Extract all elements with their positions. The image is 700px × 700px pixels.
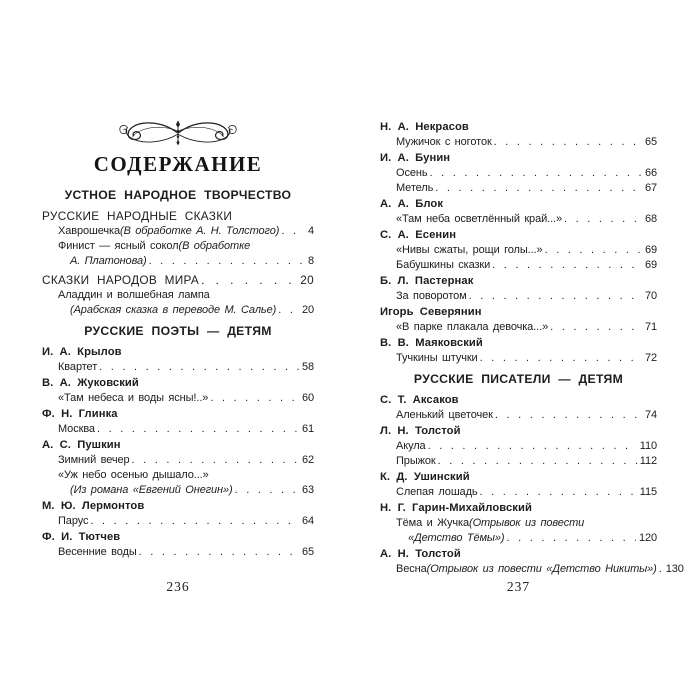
toc-author-name	[42, 499, 314, 514]
entry-text: К. Д. Ушинский	[380, 471, 470, 483]
entry-text: М. Ю. Лермонтов	[42, 500, 145, 512]
entry-text: Метель	[396, 182, 434, 194]
toc-author-name	[380, 151, 657, 166]
entry-page-number: 61	[301, 423, 314, 435]
entry-text: Акула	[396, 440, 426, 452]
entry-text: Весенние воды	[58, 546, 137, 558]
dot-leader	[428, 439, 637, 454]
entry-text: Мужичок с ноготок	[396, 136, 492, 148]
entry-text: С. Т. Аксаков	[380, 394, 459, 406]
entry-text: С. А. Есенин	[380, 229, 457, 241]
toc-entry-title	[42, 422, 314, 437]
entry-text-italic: (Арабская сказка в переводе М. Салье)	[70, 304, 277, 316]
right-page-entries	[380, 120, 684, 577]
entry-text: И. А. Крылов	[42, 346, 122, 358]
toc-entry-title	[42, 453, 314, 468]
toc-entry-title	[380, 135, 657, 150]
toc-entry-title	[42, 545, 314, 560]
entry-text: «В парке плакала девочка...»	[396, 321, 549, 333]
entry-text: Тёма и Жучка	[396, 517, 470, 529]
toc-author-name	[380, 424, 657, 439]
entry-page-number: 65	[301, 546, 314, 558]
toc-author-name	[380, 501, 657, 516]
entry-text: Москва	[58, 423, 95, 435]
entry-page-number: 70	[644, 290, 657, 302]
entry-page-number: 58	[301, 361, 314, 373]
entry-page-number: 60	[301, 392, 314, 404]
dot-leader	[659, 562, 663, 577]
toc-author-name	[380, 274, 657, 289]
toc-entry-title	[380, 485, 657, 500]
entry-text: Финист — ясный сокол	[58, 240, 179, 252]
entry-text: Осень	[396, 167, 428, 179]
dot-leader	[492, 258, 642, 273]
dot-leader	[435, 181, 642, 196]
entry-page-number: 130	[665, 563, 684, 575]
entry-text: РУССКИЕ ПОЭТЫ — ДЕТЯМ	[84, 324, 272, 338]
dot-leader	[480, 351, 642, 366]
page-number-left: 236	[166, 579, 190, 594]
dot-leader	[97, 422, 299, 437]
toc-entry-title	[380, 320, 657, 335]
entry-text: Хаврошечка	[58, 225, 121, 237]
dot-leader	[438, 454, 637, 469]
entry-text-italic: «Детство Тёмы»)	[408, 532, 505, 544]
toc-entry-title	[380, 181, 657, 196]
entry-text: В. А. Жуковский	[42, 377, 139, 389]
entry-page-number: 71	[644, 321, 657, 333]
toc-author-name	[380, 120, 657, 135]
entry-text: «Там неба осветлённый край...»	[396, 213, 563, 225]
toc-section-heading	[380, 372, 657, 387]
toc-author-name	[42, 376, 314, 391]
entry-page-number: 8	[307, 255, 314, 267]
entry-page-number: 4	[307, 225, 314, 237]
toc-section-heading	[42, 188, 314, 203]
toc-entry-title	[380, 166, 657, 181]
entry-text: Н. А. Некрасов	[380, 121, 469, 133]
toc-entry-title	[42, 514, 314, 529]
toc-entry-continuation	[42, 483, 314, 498]
toc-entry-title	[380, 516, 657, 531]
entry-text: «Там небеса и воды ясны!..»	[58, 392, 209, 404]
entry-text-italic: А. Платонова)	[70, 255, 147, 267]
toc-entry-title	[380, 454, 657, 469]
entry-page-number: 20	[301, 304, 314, 316]
entry-text: Слепая лошадь	[396, 486, 478, 498]
toc-section-heading	[42, 324, 314, 339]
toc-author-name	[380, 228, 657, 243]
entry-text: Тучкины штучки	[396, 352, 478, 364]
toc-author-name	[42, 345, 314, 360]
toc-author-name	[42, 407, 314, 422]
page-number-right: 237	[506, 579, 531, 594]
entry-text: Парус	[58, 515, 89, 527]
entry-text: Игорь Северянин	[380, 306, 482, 318]
dot-leader	[545, 243, 642, 258]
toc-entry-title	[42, 239, 314, 254]
dot-leader	[99, 360, 299, 375]
toc-entry-continuation	[42, 254, 314, 269]
entry-text-italic: (Из романа «Евгений Онегин»)	[70, 484, 233, 496]
dot-leader	[235, 483, 299, 498]
dot-leader	[210, 391, 299, 406]
entry-page-number: 62	[301, 454, 314, 466]
entry-page-number: 67	[644, 182, 657, 194]
entry-text: РУССКИЕ ПИСАТЕЛИ — ДЕТЯМ	[413, 372, 624, 386]
dot-leader	[90, 514, 299, 529]
toc-entry-title	[42, 288, 314, 303]
toc-author-name	[380, 305, 657, 320]
dot-leader	[132, 453, 299, 468]
toc-author-name	[380, 547, 657, 562]
entry-page-number: 69	[644, 259, 657, 271]
entry-text: Б. Л. Пастернак	[380, 275, 474, 287]
dot-leader	[201, 273, 297, 288]
entry-text: Н. Г. Гарин-Михайловский	[380, 502, 532, 514]
entry-page-number: 69	[644, 244, 657, 256]
left-page-entries	[42, 188, 314, 560]
toc-author-name	[380, 393, 657, 408]
entry-page-number: 65	[644, 136, 657, 148]
entry-page-number: 72	[644, 352, 657, 364]
toc-entry-title	[380, 243, 657, 258]
left-page	[42, 0, 314, 700]
entry-page-number: 20	[300, 273, 314, 287]
toc-entry-title	[380, 289, 657, 304]
dot-leader	[149, 254, 305, 269]
entry-page-number: 66	[644, 167, 657, 179]
entry-text: Л. Н. Толстой	[380, 425, 461, 437]
dot-leader	[469, 289, 642, 304]
dot-leader	[281, 224, 305, 239]
entry-text: И. А. Бунин	[380, 152, 451, 164]
dot-leader	[495, 408, 642, 423]
entry-text: Прыжок	[396, 455, 436, 467]
flourish-ornament-icon	[102, 117, 254, 147]
toc-entry-title	[380, 408, 657, 423]
toc-entry-continuation	[380, 531, 657, 546]
toc-entry-title	[380, 562, 684, 577]
entry-text: Бабушкины сказки	[396, 259, 491, 271]
toc-author-name	[380, 197, 657, 212]
entry-page-number: 112	[639, 455, 657, 467]
dot-leader	[494, 135, 642, 150]
toc-entry-title	[42, 360, 314, 375]
toc-author-name	[42, 438, 314, 453]
entry-text: Ф. И. Тютчев	[42, 531, 121, 543]
entry-text: «Нивы сжаты, рощи голы...»	[396, 244, 543, 256]
toc-entry-continuation	[42, 303, 314, 318]
entry-text: Аленький цветочек	[396, 409, 493, 421]
toc-entry-title	[380, 351, 657, 366]
entry-text: А. Н. Толстой	[380, 548, 461, 560]
entry-text: Зимний вечер	[58, 454, 130, 466]
dot-leader	[278, 303, 299, 318]
entry-text-italic: (В обработке А. Н. Толстого)	[120, 225, 280, 237]
entry-text: А. С. Пушкин	[42, 439, 121, 451]
dot-leader	[139, 545, 299, 560]
right-page	[380, 0, 684, 700]
toc-entry-title	[380, 212, 657, 227]
entry-text: УСТНОЕ НАРОДНОЕ ТВОРЧЕСТВО	[64, 188, 292, 202]
dot-leader	[550, 320, 642, 335]
entry-page-number: 64	[301, 515, 314, 527]
entry-page-number: 120	[638, 532, 657, 544]
toc-entry-title	[42, 224, 314, 239]
dot-leader	[564, 212, 642, 227]
entry-text: За поворотом	[396, 290, 467, 302]
toc-entry-title	[380, 439, 657, 454]
entry-page-number: 115	[639, 486, 657, 498]
dot-leader	[507, 531, 636, 546]
entry-text: РУССКИЕ НАРОДНЫЕ СКАЗКИ	[42, 209, 233, 223]
entry-text: А. А. Блок	[380, 198, 444, 210]
entry-text-italic: (В обработке	[178, 240, 251, 252]
entry-text: Весна	[396, 563, 427, 575]
entry-text: В. В. Маяковский	[380, 337, 483, 349]
toc-author-name	[42, 530, 314, 545]
entry-page-number: 63	[301, 484, 314, 496]
entry-text: «Уж небо осенью дышало...»	[58, 469, 209, 481]
toc-group-title	[42, 209, 314, 224]
dot-leader	[480, 485, 637, 500]
toc-entry-title	[42, 391, 314, 406]
toc-author-name	[380, 470, 657, 485]
entry-text-italic: (Отрывок из повести	[469, 517, 585, 529]
dot-leader	[429, 166, 641, 181]
contents-title: СОДЕРЖАНИЕ	[93, 152, 263, 176]
entry-text: Ф. Н. Глинка	[42, 408, 118, 420]
entry-page-number: 74	[644, 409, 657, 421]
entry-page-number: 110	[639, 440, 657, 452]
toc-group-title	[42, 273, 314, 288]
entry-text: СКАЗКИ НАРОДОВ МИРА	[42, 273, 200, 287]
entry-text: Аладдин и волшебная лампа	[58, 289, 210, 301]
toc-entry-title	[380, 258, 657, 273]
entry-page-number: 68	[644, 213, 657, 225]
toc-author-name	[380, 336, 657, 351]
entry-text-italic: (Отрывок из повести «Детство Никиты»)	[426, 563, 657, 575]
toc-entry-title	[42, 468, 314, 483]
entry-text: Квартет	[58, 361, 98, 373]
